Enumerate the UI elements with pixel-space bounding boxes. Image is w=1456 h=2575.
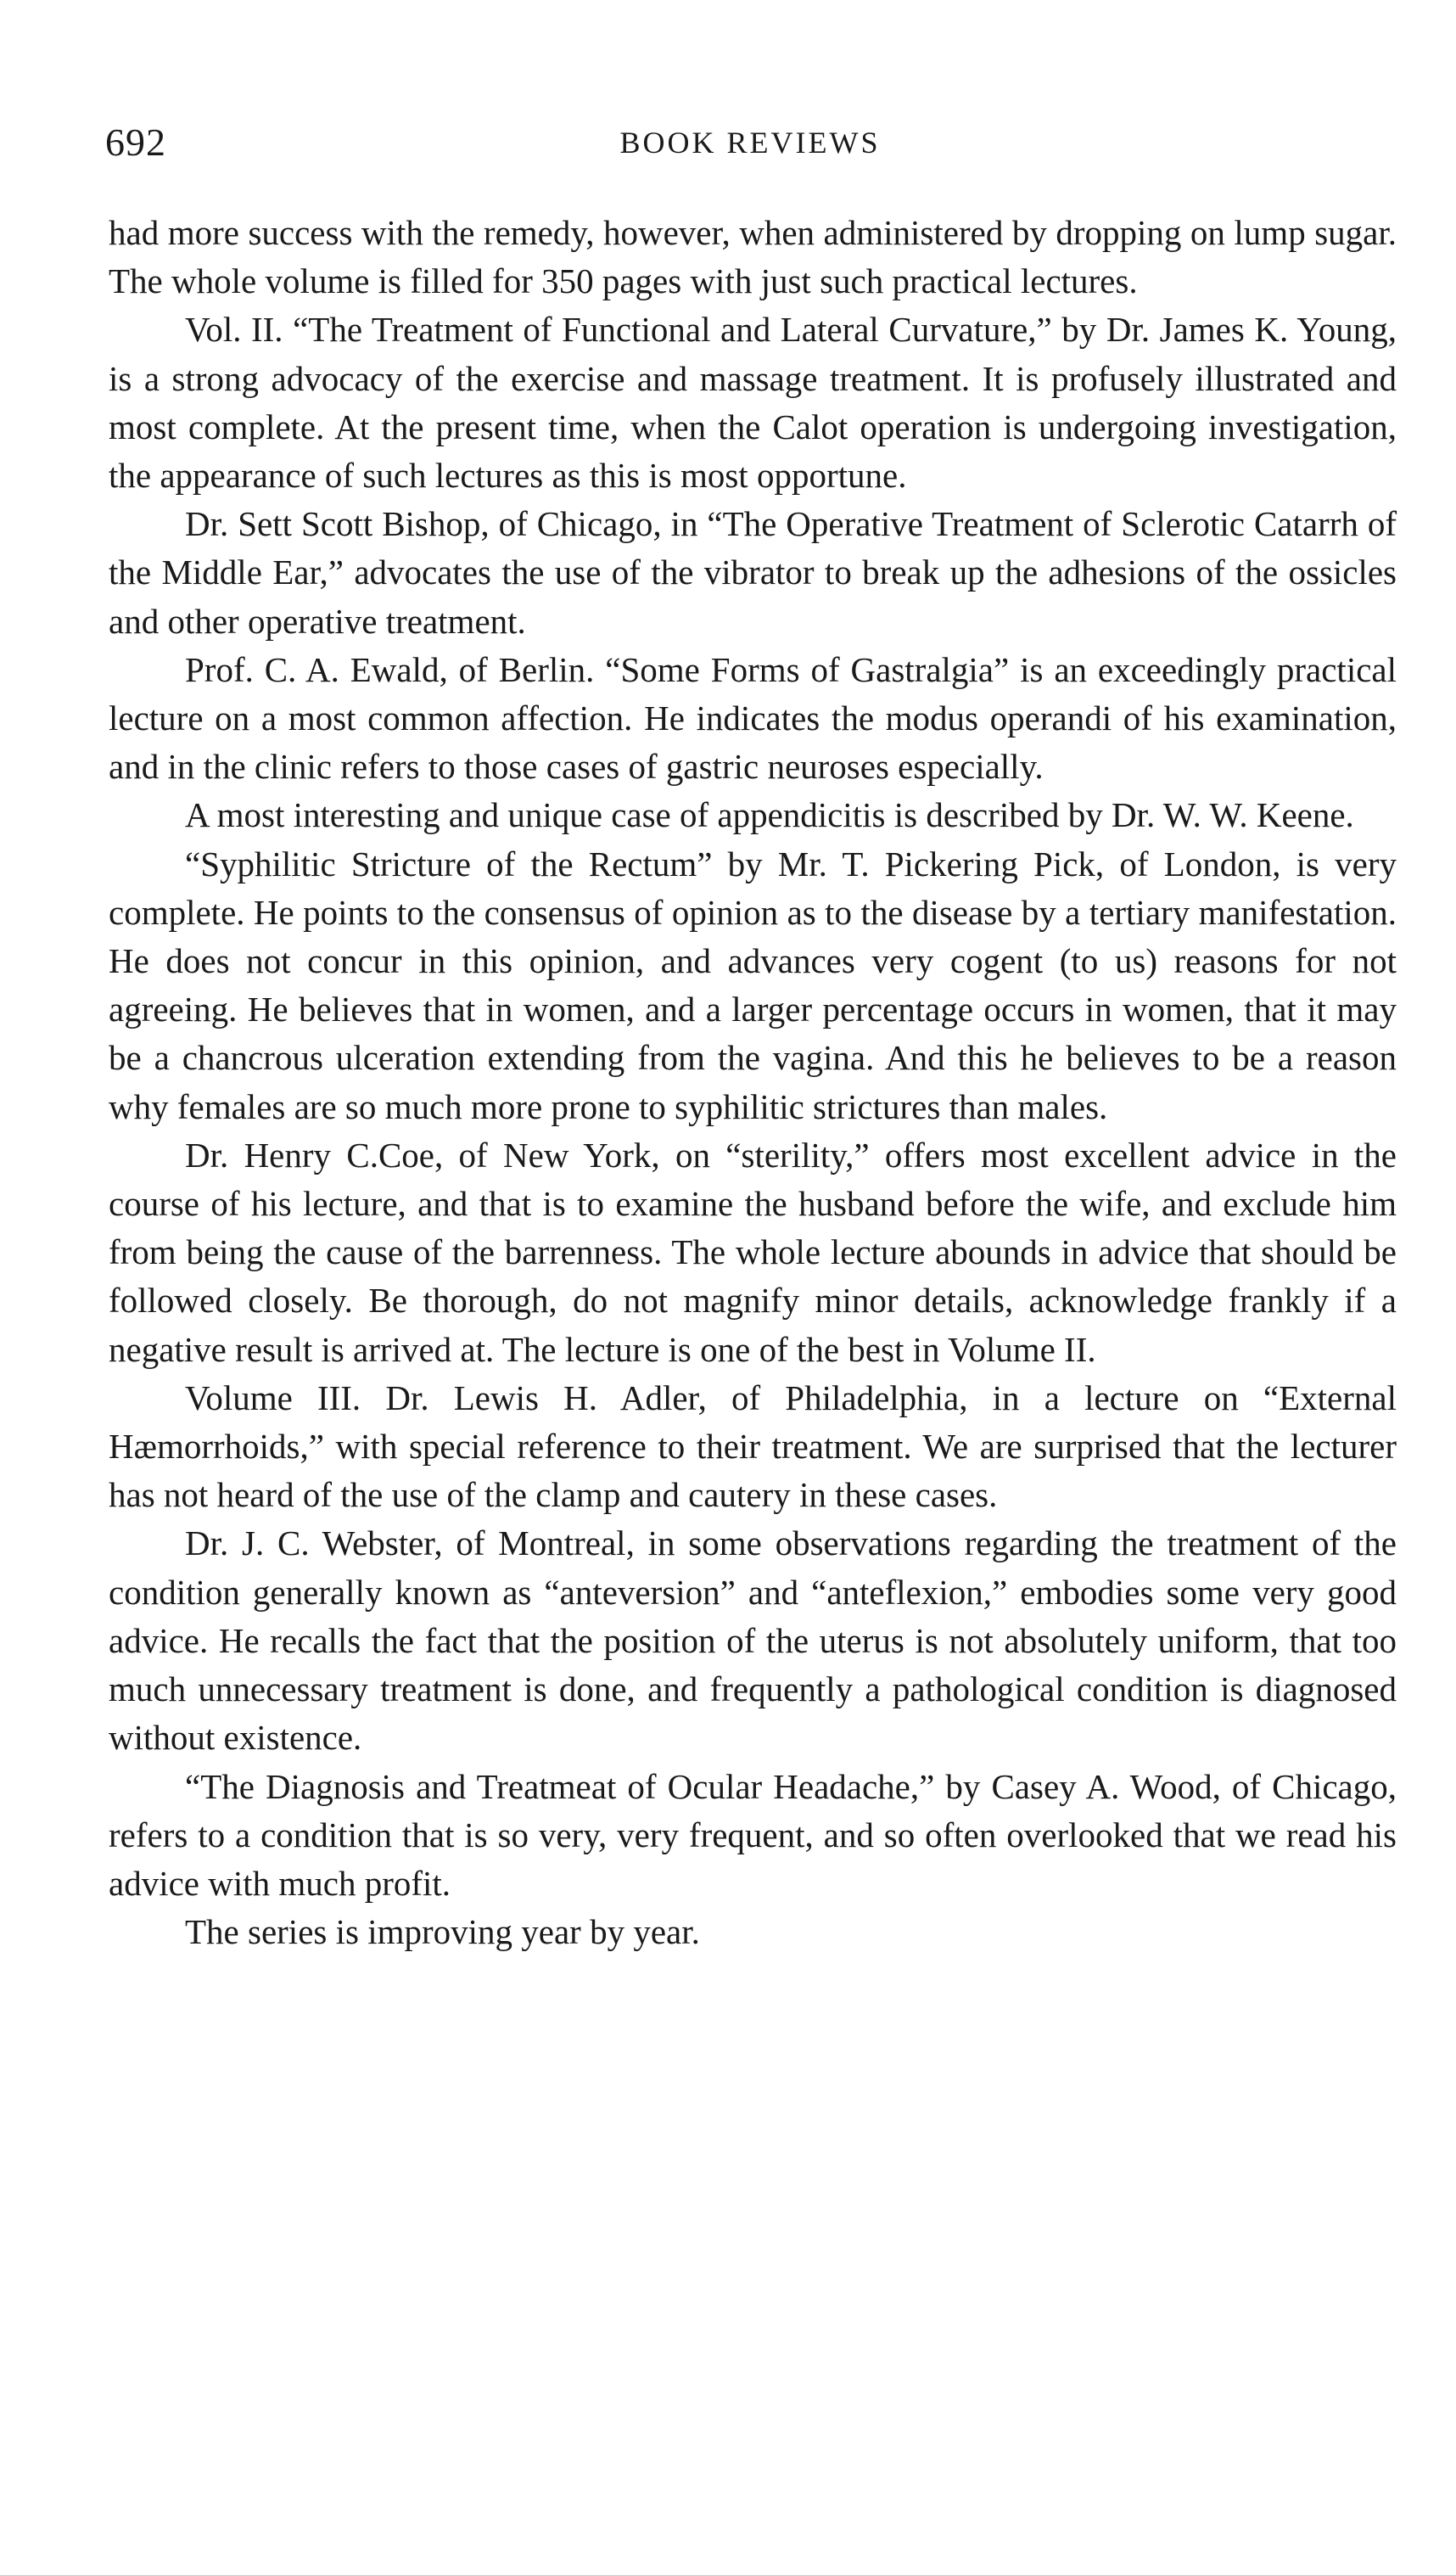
paragraph-young-curvature: Vol. II. “The Treatment of Functional and Lateral Curvature,” by Dr. James K. Young, is a strong advocacy of the exercise and massage treatment. It is profusely illustrated and most complete. At the present time, when the Calot operation is undergoing investigation, the appearance of such lectures as this is most opportune. bbox=[109, 310, 1397, 496]
paragraph-continuation: had more success with the remedy, however, when administered by dropping on lump sugar. The whole volume is filled for 350 pages with just such practical lectures. bbox=[109, 213, 1397, 301]
running-head: BOOK REVIEWS bbox=[619, 126, 881, 160]
review-text bbox=[109, 209, 1397, 1956]
paragraph-coe-sterility: Dr. Henry C.Coe, of New York, on “sterility,” offers most excellent advice in the course of his lecture, and that is to examine the husband before the wife, and exclude him from being the cause of the barrenness. The whole lecture abounds in advice that should be followed closely. Be thorough, do not magnify minor details, acknowledge frankly if a negative result is arrived at. The lecture is one of the best in Volume II. bbox=[109, 1135, 1397, 1369]
paragraph-ewald-gastralgia: Prof. C. A. Ewald, of Berlin. “Some Forms of Gastralgia” is an exceedingly practical lecture on a most common affection. He indicates the modus operandi of his examination, and in the clinic refers to those cases of gastric neuroses especially. bbox=[109, 649, 1397, 787]
paragraph-pick-stricture: “Syphilitic Stricture of the Rectum” by Mr. T. Pickering Pick, of London, is very complete. He points to the consensus of opinion as to the disease by a tertiary manifestation. He does not concur in this opinion, and advances very cogent (to us) reasons for not agreeing. He believes that in women, and a larger percentage occurs in women, that it may be a chancrous ulceration extending from the vagina. And this he believes to be a reason why females are so much more prone to syphilitic strictures than males. bbox=[109, 844, 1397, 1126]
paragraph-keene-appendicitis: A most interesting and unique case of appendicitis is described by Dr. W. W. Keene. bbox=[185, 795, 1354, 835]
paragraph-closing: The series is improving year by year. bbox=[185, 1912, 700, 1952]
paragraph-bishop-catarrh: Dr. Sett Scott Bishop, of Chicago, in “The Operative Treatment of Sclerotic Catarrh of the Middle Ear,” advocates the use of the vibrator to break up the adhesions of the ossicles and other operative treatment. bbox=[109, 504, 1397, 641]
paragraph-webster-anteversion: Dr. J. C. Webster, of Montreal, in some observations regarding the treatment of the condition generally known as “anteversion” and “anteflexion,” embodies some very good advice. He recalls the fact that the position of the uterus is not absolutely uniform, that too much unnecessary treatment is done, and frequently a pathological condition is diagnosed without existence. bbox=[109, 1523, 1397, 1758]
page-number: 692 bbox=[105, 121, 166, 164]
paragraph-wood-headache: “The Diagnosis and Treatmeat of Ocular Headache,” by Casey A. Wood, of Chicago, refers to a condition that is so very, very frequent, and so often overlooked that we read his advice with much profit. bbox=[109, 1766, 1397, 1903]
paragraph-adler-haemorrhoids: Volume III. Dr. Lewis H. Adler, of Philadelphia, in a lecture on “External Hæmorrhoids,” with special reference to their treatment. We are surprised that the lecturer has not heard of the use of the clamp and cautery in these cases. bbox=[109, 1377, 1397, 1515]
page-header bbox=[105, 117, 1395, 168]
